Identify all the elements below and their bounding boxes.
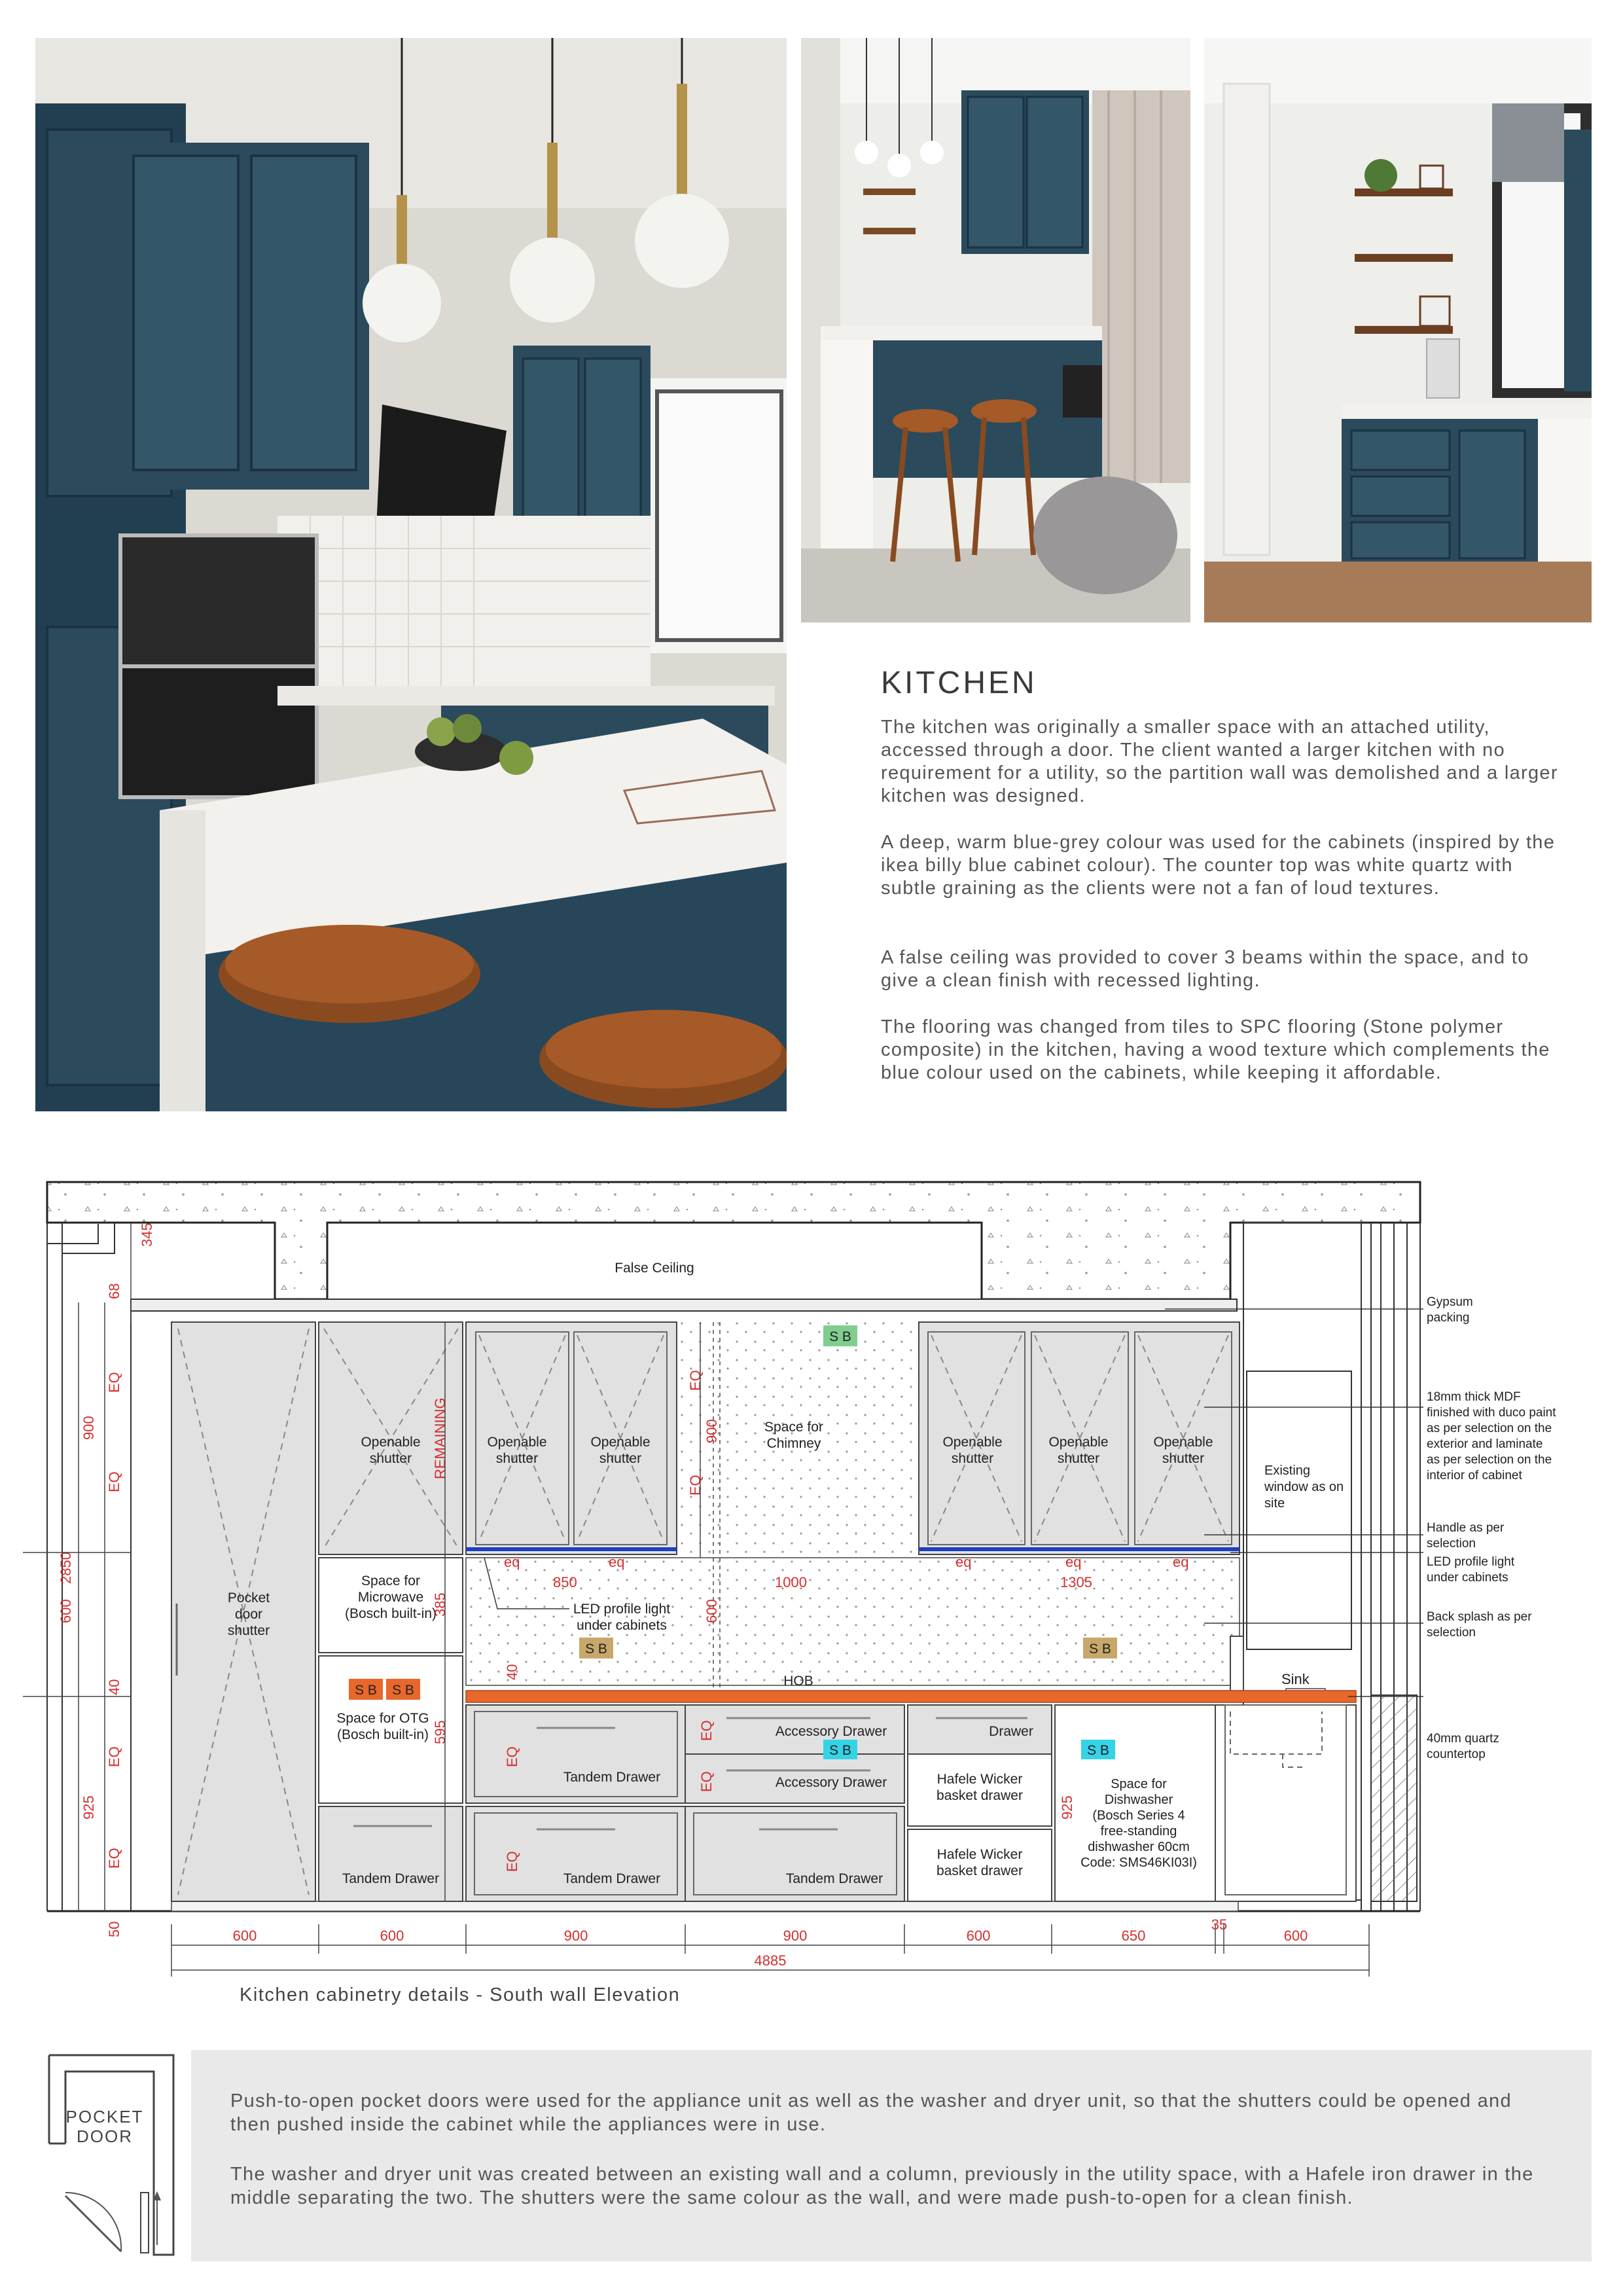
callout-mdf-4: exterior and laminate [1427, 1437, 1543, 1451]
led-label-1: LED profile light [573, 1602, 671, 1617]
pocket-door-title-2: DOOR [77, 2126, 133, 2146]
eq-2: EQ [106, 1471, 122, 1492]
callout-handle-2: selection [1427, 1537, 1476, 1551]
sb-backsplash-2: S B [1089, 1641, 1111, 1657]
kitchen-corner-photo [1204, 38, 1592, 622]
eq-lower-5: eq [1173, 1554, 1189, 1570]
svg-text:site [1264, 1496, 1285, 1511]
remaining-label: REMAINING [432, 1397, 448, 1479]
eq-lower-4: eq [1065, 1554, 1082, 1570]
sink-label: Sink [1281, 1671, 1310, 1687]
dishwasher-2: Dishwasher [1104, 1793, 1173, 1807]
hafele-1b: basket drawer [936, 1788, 1023, 1803]
dishwasher-5: dishwasher 60cm [1088, 1840, 1190, 1854]
pocket-door-title-1: POCKET [65, 2107, 144, 2126]
dim-bottom-600-4: 600 [1283, 1928, 1308, 1944]
elevation-drawing [0, 1139, 1623, 2016]
dim-345: 345 [139, 1223, 155, 1247]
svg-text:window as on [1264, 1480, 1344, 1494]
openable-1b: shutter [369, 1451, 412, 1466]
dim-40-mid: 40 [504, 1664, 520, 1680]
eq-1: EQ [106, 1372, 122, 1393]
openable-2b: shutter [495, 1451, 539, 1466]
eq-4: EQ [106, 1848, 122, 1869]
sb-otg-1: S B [355, 1683, 377, 1698]
openable-5b: shutter [1057, 1451, 1100, 1466]
dim-850: 850 [553, 1574, 577, 1590]
hafele-2a: Hafele Wicker [936, 1847, 1023, 1862]
openable-6a: Openable [1153, 1435, 1213, 1450]
microwave-label-1: Space for [361, 1573, 420, 1588]
openable-3b: shutter [599, 1451, 642, 1466]
led-label-2: under cabinets [577, 1618, 667, 1633]
dim-1305: 1305 [1060, 1574, 1092, 1590]
paragraph-ceiling: A false ceiling was provided to cover 3 beams within the space, and to give a clean finish with recessed lighting. [881, 947, 1529, 991]
dim-50: 50 [106, 1921, 122, 1937]
dim-40-left: 40 [106, 1679, 122, 1695]
openable-4a: Openable [942, 1435, 1003, 1450]
window-label-3: site [1264, 1496, 1285, 1511]
dim-bottom-600-1: 600 [232, 1928, 257, 1944]
note-washer-dryer: The washer and dryer unit was created between an existing wall and a column, previously in the utility space, with a Hafele iron drawer in the middle separating the two. The shutters were the same colour as the wall, and were made push-to-open for a clean finish. [230, 2164, 1534, 2208]
quartz-countertop [466, 1691, 1356, 1702]
eq-9: EQ [698, 1720, 715, 1741]
callout-mdf-1: 18mm thick MDF [1427, 1390, 1521, 1404]
pocket-door-notes [191, 2050, 1592, 2261]
window-label-1: Existing [1264, 1463, 1311, 1478]
chimney-label-1: Space for [764, 1420, 823, 1435]
eq-7: EQ [504, 1746, 520, 1767]
eq-6: EQ [687, 1475, 704, 1496]
dim-925-dw: 925 [1059, 1795, 1075, 1820]
callout-quartz-2: countertop [1427, 1748, 1486, 1761]
svg-text:Existing [1264, 1463, 1310, 1478]
dim-595: 595 [432, 1720, 448, 1744]
callout-mdf-6: interior of cabinet [1427, 1469, 1522, 1482]
callout-led-2: under cabinets [1427, 1571, 1508, 1585]
hafele-1a: Hafele Wicker [936, 1772, 1023, 1787]
dim-900-chimney: 900 [704, 1419, 720, 1443]
paragraph-flooring: The flooring was changed from tiles to SPC flooring (Stone polymer composite) in the kitchen, having a wood texture which complements the blue colour used on the cabinets, while keeping it affordable. [881, 1016, 1550, 1083]
callout-mdf-2: finished with duco paint [1427, 1406, 1556, 1420]
eq-lower-2: eq [609, 1554, 625, 1570]
drawing-caption: Kitchen cabinetry details - South wall Elevation [240, 1984, 681, 2005]
false-ceiling [131, 1299, 1237, 1311]
dim-925-left: 925 [80, 1795, 97, 1820]
tandem-drawer-4: Tandem Drawer [785, 1871, 883, 1886]
eq-3: EQ [106, 1746, 122, 1767]
openable-1a: Openable [361, 1435, 421, 1450]
section-title: KITCHEN [881, 666, 1037, 700]
otg-label-2: (Bosch built-in) [336, 1727, 429, 1742]
chimney-label-2: Chimney [766, 1436, 821, 1451]
kitchen-main-photo [35, 38, 787, 1111]
sb-otg-2: S B [392, 1683, 414, 1698]
tandem-drawer-3: Tandem Drawer [563, 1871, 661, 1886]
false-ceiling-label: False Ceiling [615, 1261, 694, 1276]
hafele-2b: basket drawer [936, 1863, 1023, 1878]
dim-1000: 1000 [775, 1574, 807, 1590]
dim-68: 68 [106, 1283, 122, 1299]
eq-5: EQ [687, 1370, 704, 1391]
dim-600-left: 600 [58, 1599, 74, 1623]
callout-gypsum-1: Gypsum [1427, 1295, 1473, 1309]
eq-lower-1: eq [504, 1554, 520, 1570]
paragraph-intro: The kitchen was originally a smaller space with an attached utility, accessed through a door. The client wanted a larger kitchen with no requirement for a utility, so the partition wall was demolished and a larger kitchen was designed. [881, 717, 1558, 806]
openable-3a: Openable [590, 1435, 651, 1450]
callout-backsplash-1: Back splash as per [1427, 1610, 1532, 1624]
openable-6b: shutter [1162, 1451, 1205, 1466]
eq-lower-3: eq [955, 1554, 972, 1570]
dim-bottom-900-2: 900 [783, 1928, 808, 1944]
callout-quartz-1: 40mm quartz [1427, 1732, 1499, 1746]
sb-chimney: S B [829, 1329, 851, 1344]
dim-900-left: 900 [80, 1416, 97, 1440]
microwave-label-2: Microwave [357, 1590, 424, 1605]
kitchen-island-photo [801, 38, 1190, 622]
dishwasher-3: (Bosch Series 4 [1092, 1808, 1185, 1823]
hob-label: HOB [783, 1674, 813, 1689]
sb-backsplash-1: S B [585, 1641, 607, 1657]
sb-accessory: S B [829, 1743, 851, 1758]
accessory-drawer-1: Accessory Drawer [775, 1724, 887, 1739]
callout-led-1: LED profile light [1427, 1555, 1515, 1569]
pocket-door-label-2: door [234, 1607, 263, 1622]
callout-handle-1: Handle as per [1427, 1521, 1505, 1535]
note-pocket-doors: Push-to-open pocket doors were used for the appliance unit as well as the washer and dryer unit, so that the shutters could be opened and then pushed inside the cabinet while the appliances were in use. [230, 2090, 1512, 2135]
callout-mdf-5: as per selection on the [1427, 1453, 1552, 1467]
window-label-2: window as on [1264, 1480, 1344, 1494]
dim-bottom-600-2: 600 [380, 1928, 404, 1944]
dishwasher-4: free-standing [1100, 1824, 1177, 1839]
openable-5a: Openable [1048, 1435, 1109, 1450]
dim-385: 385 [432, 1592, 448, 1617]
pocket-door-label-3: shutter [227, 1623, 270, 1638]
dim-bottom-total: 4885 [754, 1952, 787, 1969]
dim-bottom-600-3: 600 [966, 1928, 991, 1944]
tandem-drawer-1: Tandem Drawer [342, 1871, 440, 1886]
pocket-door-label-1: Pocket [227, 1590, 270, 1605]
paragraph-colour: A deep, warm blue-grey colour was used for the cabinets (inspired by the ikea billy blue cabinet colour). The counter top was white quartz with subtle graining as the clients were not a fan of loud textures. [881, 832, 1556, 899]
accessory-drawer-2: Accessory Drawer [775, 1775, 887, 1790]
eq-8: EQ [504, 1851, 520, 1872]
dim-bottom-650: 650 [1121, 1928, 1146, 1944]
dim-600-mid: 600 [704, 1599, 720, 1623]
dishwasher-6: Code: SMS46KI03I) [1080, 1856, 1197, 1870]
eq-10: EQ [698, 1771, 715, 1792]
microwave-label-3: (Bosch built-in) [344, 1606, 437, 1621]
pocket-door-diagram [39, 2049, 177, 2265]
openable-4b: shutter [951, 1451, 994, 1466]
callout-gypsum-2: packing [1427, 1311, 1470, 1325]
dishwasher-1: Space for [1111, 1777, 1167, 1791]
dim-2850: 2850 [58, 1552, 74, 1584]
dim-bottom-35: 35 [1211, 1916, 1228, 1933]
callout-mdf-3: as per selection on the [1427, 1422, 1552, 1435]
dim-bottom-900-1: 900 [563, 1928, 588, 1944]
callout-backsplash-2: selection [1427, 1626, 1476, 1640]
tandem-drawer-2: Tandem Drawer [563, 1770, 661, 1785]
drawer-label: Drawer [989, 1724, 1033, 1739]
sb-dishwasher: S B [1087, 1743, 1109, 1758]
otg-label-1: Space for OTG [336, 1711, 429, 1726]
openable-2a: Openable [487, 1435, 547, 1450]
ceiling-slab [47, 1182, 1420, 1299]
